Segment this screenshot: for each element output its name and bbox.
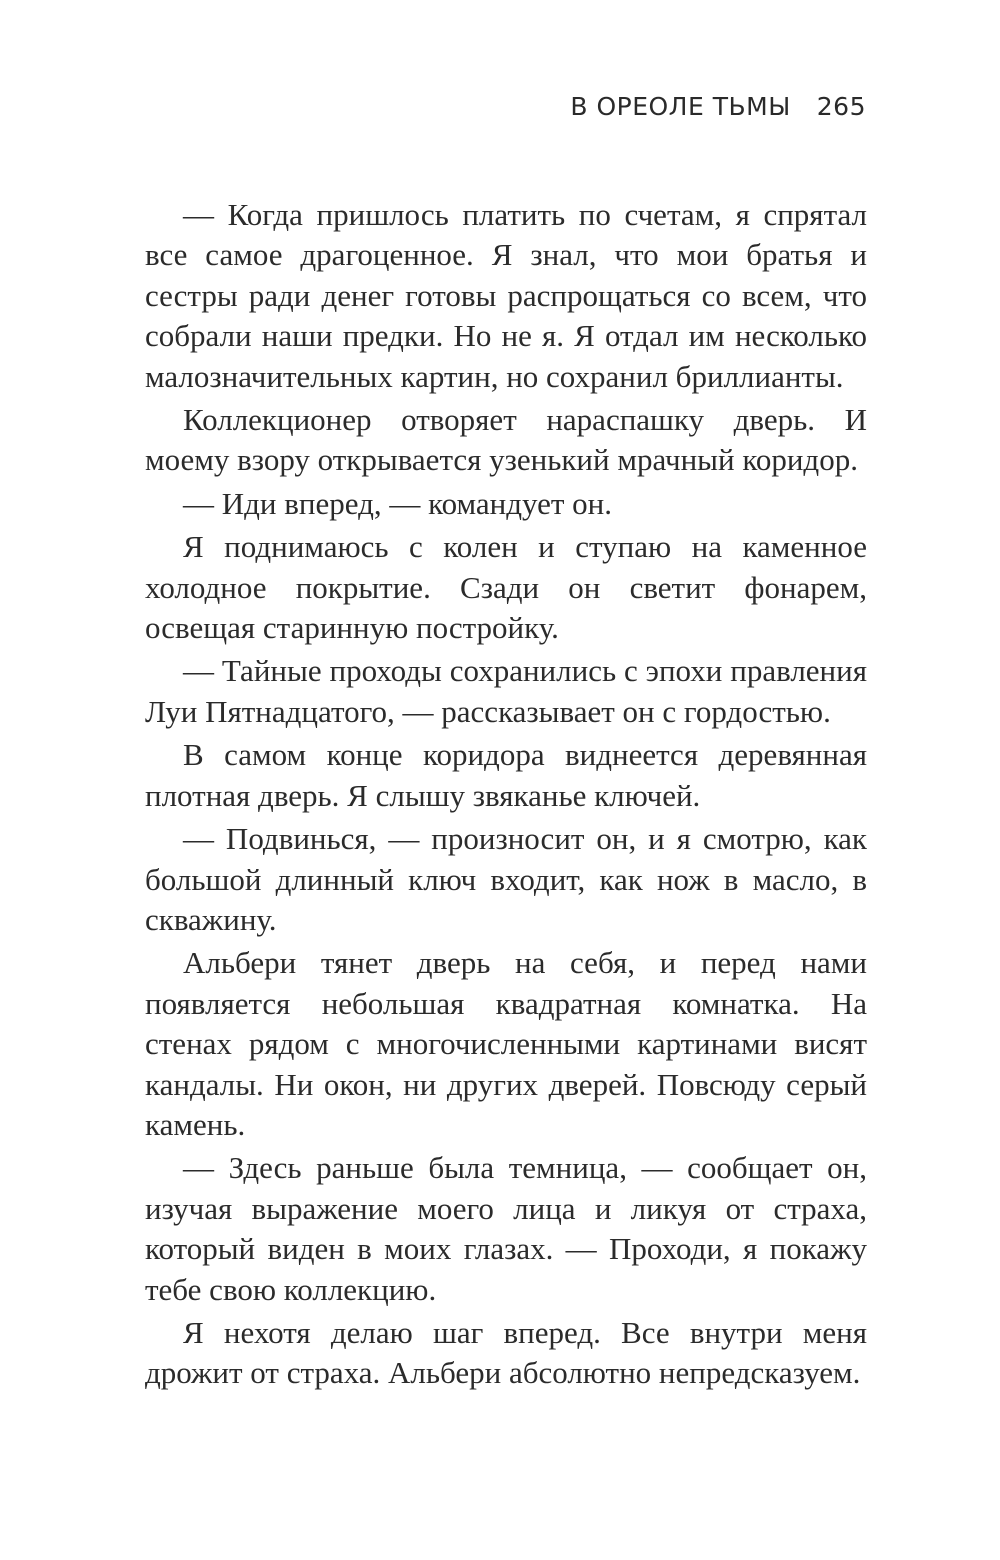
chapter-title: В ОРЕОЛЕ ТЬМЫ (570, 92, 791, 121)
paragraph: — Когда пришлось платить по счетам, я спрятал все самое драгоценное. Я знал, что мои братья и сестры ради денег готовы распрощаться со всем, что собрали наши предки. Но не я. Я отдал им несколько малозначительных картин, но сохранил бриллианты. (145, 197, 867, 394)
paragraph: Коллекционер отворяет нараспашку дверь. И моему взору открывается узенький мрачный коридор. (145, 402, 867, 478)
paragraph: — Иди вперед, — командует он. (183, 485, 613, 521)
page-number: 265 (816, 92, 866, 121)
paragraph: — Тайные проходы сохранились с эпохи правления Луи Пятнадцатого, — рассказывает он с гордостью. (145, 653, 867, 729)
paragraph: Я нехотя делаю шаг вперед. Все внутри меня дрожит от страха. Альбери абсолютно непредсказуем. (145, 1314, 867, 1391)
body-text (145, 195, 867, 1397)
paragraph: Я поднимаюсь с колен и ступаю на каменное холодное покрытие. Сзади он светит фонарем, освещая старинную постройку. (145, 529, 867, 646)
paragraph: В самом конце коридора виднеется деревянная плотная дверь. Я слышу звяканье ключей. (145, 737, 867, 813)
paragraph: — Подвинься, — произносит он, и я смотрю, как большой длинный ключ входит, как нож в масло, в скважину. (145, 821, 867, 937)
paragraph: — Здесь раньше была темница, — сообщает он, изучая выражение моего лица и ликуя от страха, который виден в моих глазах. — Проходи, я покажу тебе свою коллекцию. (145, 1150, 867, 1307)
running-head (570, 92, 866, 121)
paragraph: Альбери тянет дверь на себя, и перед нами появляется небольшая квадратная комнатка. На стенах рядом с многочисленными картинами висят кандалы. Ни окон, ни других дверей. Повсюду серый камень. (145, 945, 867, 1142)
